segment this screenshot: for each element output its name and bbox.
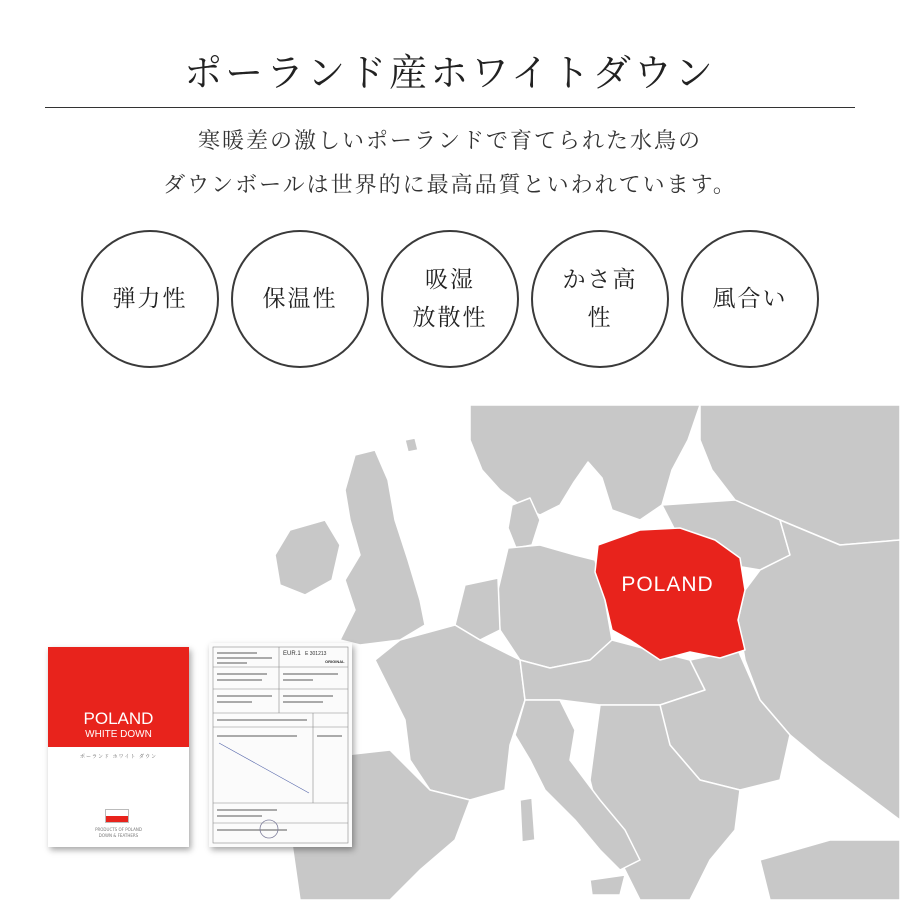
page-title: ポーランド産ホワイトダウン (184, 51, 716, 95)
feature-label-2: 性 (587, 305, 613, 331)
region-germany (498, 545, 612, 668)
region-ireland (275, 520, 340, 595)
region-sicily (590, 875, 625, 895)
booklet-subtitle: WHITE DOWN (85, 729, 152, 740)
poland-flag-icon (105, 809, 129, 823)
region-shetland (405, 438, 418, 452)
origin-certificate (209, 643, 352, 847)
description (0, 120, 900, 208)
feature-circle-warmth (231, 230, 369, 368)
region-scandinavia (470, 405, 700, 520)
feature-label: 吸湿 (425, 267, 475, 293)
feature-label-2: 放散性 (412, 305, 488, 331)
certificate-serial: E 301213 (305, 651, 327, 657)
description-line-1: 寒暖差の激しいポーランドで育てられた水鳥の (197, 129, 702, 154)
poland-label: POLAND (621, 573, 714, 596)
feature-label: かさ高 (562, 267, 638, 293)
feature-label: 風合い (712, 286, 788, 312)
booklet-footer (48, 827, 189, 839)
product-booklet (48, 647, 189, 847)
region-great-britain (340, 450, 425, 645)
booklet-footer-line-2: DOWN & FEATHERS (98, 833, 139, 838)
booklet-title: POLAND (83, 709, 154, 728)
feature-circle-loft (531, 230, 669, 368)
feature-circle-texture (681, 230, 819, 368)
description-line-2: ダウンボールは世界的に最高品質といわれています。 (163, 173, 737, 198)
feature-circle-moisture (381, 230, 519, 368)
certificate-form-lines (209, 643, 352, 847)
booklet-footer-line-1: PRODUCTS OF POLAND (95, 827, 142, 832)
booklet-jp-caption: ポーランド ホワイト ダウン (79, 754, 158, 760)
region-turkey (760, 840, 900, 900)
title-divider (45, 107, 855, 108)
certificate-original: ORIGINAL (325, 659, 345, 664)
feature-label: 保温性 (262, 286, 338, 312)
feature-label: 弾力性 (112, 286, 188, 312)
feature-circle-elasticity (81, 230, 219, 368)
region-sardinia (520, 798, 535, 842)
certificate-heading: EUR.1 (283, 651, 301, 657)
